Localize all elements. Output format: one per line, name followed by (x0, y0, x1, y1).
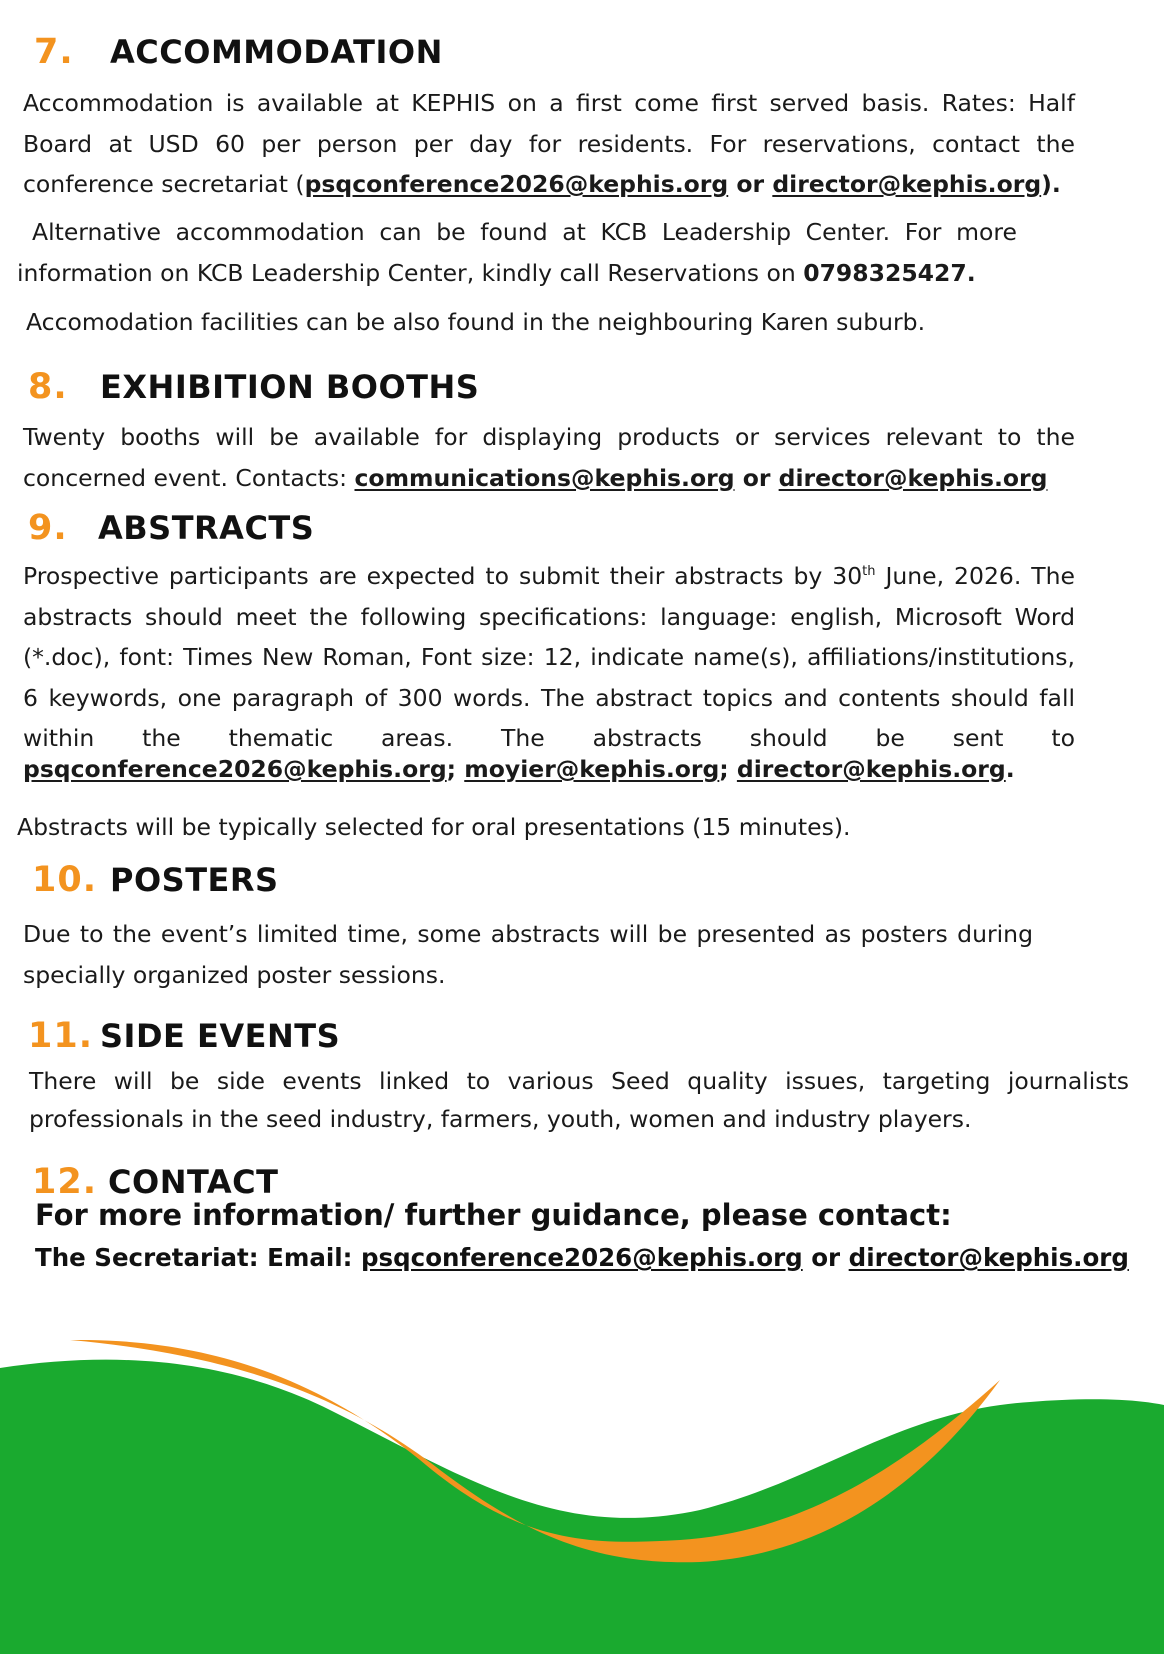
email-link[interactable]: director@kephis.org (736, 755, 1006, 783)
phone-number: 0798325427. (803, 258, 976, 287)
exhibition-paragraph: Twenty booths will be available for displaying products or services relevant to the concerned event. Contacts: communications@kephis.org or director@kephis.org (23, 423, 1075, 492)
section-abstracts (0, 508, 1164, 548)
section-number: 7. (34, 32, 74, 72)
section-title: SIDE EVENTS (100, 1017, 341, 1055)
accommodation-note: Accomodation facilities can be also found in the neighbouring Karen suburb. (26, 308, 926, 336)
email-link[interactable]: director@kephis.org (848, 1243, 1129, 1272)
section-title: CONTACT (108, 1163, 279, 1201)
section-number: 10. (32, 860, 98, 900)
side-events-line: There will be side events linked to various Seed quality issues, targeting journalists (29, 1067, 1129, 1095)
section-number: 9. (28, 508, 68, 548)
email-link[interactable]: psqconference2026@kephis.org (361, 1243, 803, 1272)
email-link[interactable]: director@kephis.org (772, 170, 1042, 198)
section-heading (0, 860, 1164, 900)
side-events-paragraph (0, 1061, 1164, 1151)
section-number: 8. (28, 367, 68, 407)
email-link[interactable]: psqconference2026@kephis.org (304, 170, 729, 198)
section-number: 11. (28, 1016, 94, 1056)
section-title: POSTERS (110, 861, 279, 899)
section-title: ABSTRACTS (98, 509, 315, 547)
abstracts-note: Abstracts will be typically selected for oral presentations (15 minutes). (17, 813, 851, 841)
section-heading (0, 367, 1164, 407)
contact-subtitle: For more information/ further guidance, please contact: (35, 1198, 952, 1232)
email-link[interactable]: director@kephis.org (778, 463, 1048, 492)
alternative-accommodation-paragraph: Alternative accommodation can be found at KCB Leadership Center. For more information on KCB Leadership Center, kindly call Reservations on 0798325427. (17, 218, 1017, 287)
abstracts-paragraph: Prospective participants are expected to submit their abstracts by 30th June, 2026. The abstracts should meet the following specifications: language: english, Microsoft Word (*.doc), font: Times New Roman, Font size: 12, indicate name(s), affiliations/institutions, 6 keywords, one paragraph of 300 words. The abstract topics and contents should fall within the thematic areas. The abstracts should be sent to (23, 562, 1075, 752)
section-accommodation (0, 32, 1164, 72)
email-link[interactable]: communications@kephis.org (354, 463, 735, 492)
section-heading (0, 1162, 1164, 1202)
accommodation-paragraph: Accommodation is available at KEPHIS on a first come first served basis. Rates: Half Board at USD 60 per person per day for residents. For reservations, contact the conference secretariat (psqconference2026@kephis.org or director@kephis.org). (23, 89, 1075, 198)
section-side-events (0, 1016, 1164, 1056)
section-heading (0, 1016, 1164, 1056)
posters-paragraph: Due to the event’s limited time, some abstracts will be presented as posters during specially organized poster sessions. (23, 920, 1033, 989)
section-contact (0, 1162, 1164, 1202)
section-title: EXHIBITION BOOTHS (100, 368, 480, 406)
green-wave-shape (0, 1360, 1164, 1654)
section-heading (0, 32, 1164, 72)
email-link[interactable]: moyier@kephis.org (464, 755, 720, 783)
decorative-wave (0, 1340, 1164, 1654)
section-posters (0, 860, 1164, 900)
section-title: ACCOMMODATION (110, 33, 443, 71)
section-heading (0, 508, 1164, 548)
section-exhibition (0, 367, 1164, 407)
side-events-line: professionals in the seed industry, farmers, youth, women and industry players. (29, 1105, 972, 1133)
email-link[interactable]: psqconference2026@kephis.org (23, 755, 447, 783)
contact-email-line: The Secretariat: Email: psqconference2026@kephis.org or director@kephis.org (35, 1243, 1129, 1272)
abstracts-emails: psqconference2026@kephis.org; moyier@kephis.org; director@kephis.org. (23, 755, 1015, 783)
section-number: 12. (32, 1162, 98, 1202)
